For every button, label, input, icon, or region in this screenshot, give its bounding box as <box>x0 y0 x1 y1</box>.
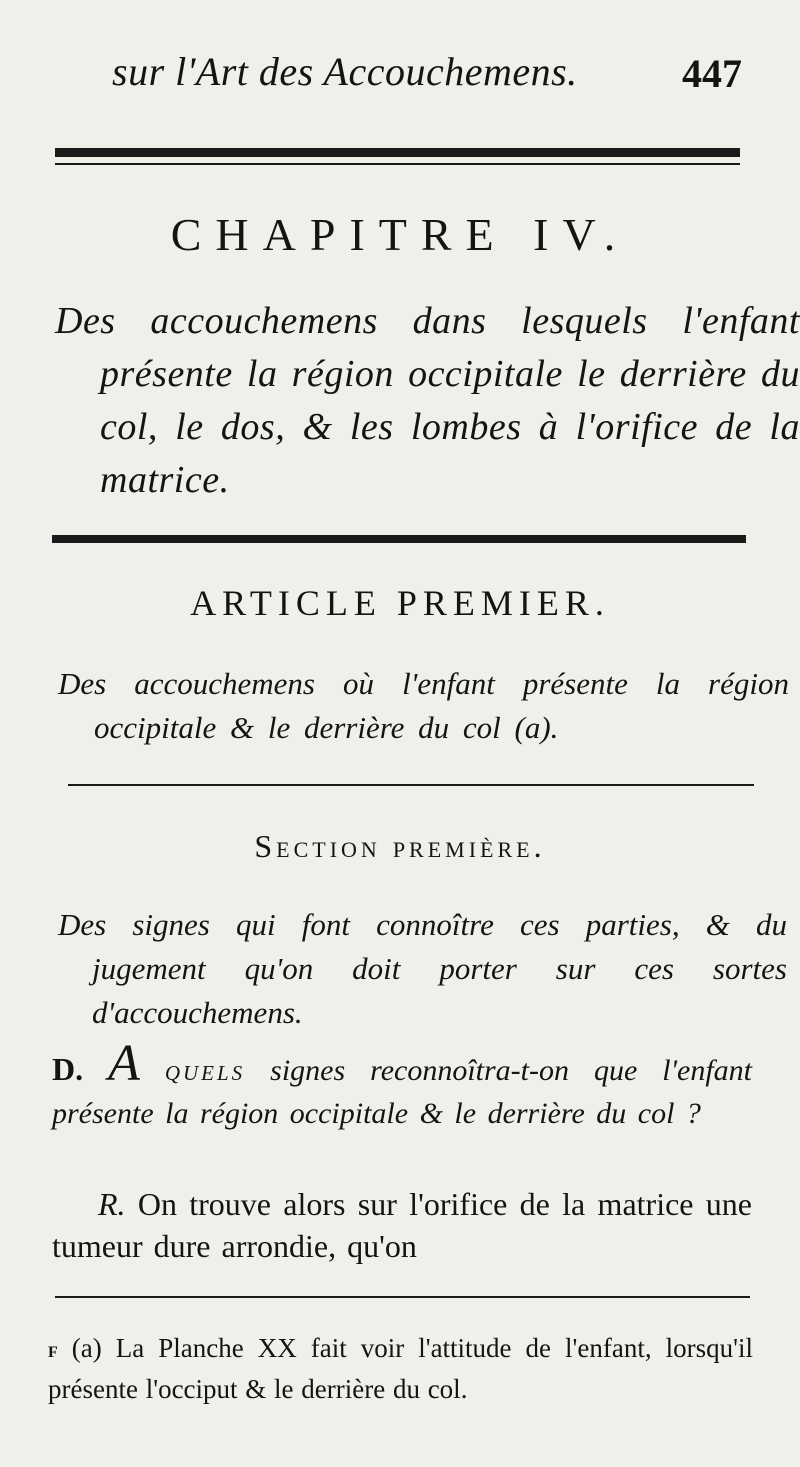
section-heading: Section première. <box>254 828 546 864</box>
question-marker: D. <box>52 1051 84 1087</box>
running-title: sur l'Art des Accouchemens. <box>112 49 578 94</box>
footnote-signature: F <box>48 1344 58 1361</box>
article-rule <box>68 784 754 786</box>
page-number: 447 <box>682 51 742 96</box>
answer-paragraph <box>52 1183 752 1267</box>
chapter-heading: CHAPITRE IV. <box>170 209 630 260</box>
question-text: signes reconnoîtra-t-on que l'enfant présente la région occipitale & le derrière du col ? <box>52 1054 753 1130</box>
question-small-caps: quels <box>164 1054 246 1087</box>
header-rule-thin <box>55 163 740 165</box>
header-rule-thick <box>55 148 740 157</box>
chapter-subtitle: Des accouchemens dans lesquels l'enfant présente la région occipitale le derrière du col, le dos, & les lombes à l'orifice de la matrice. <box>55 300 800 501</box>
section-subtitle: Des signes qui font connoître ces parties, & du jugement qu'on doit porter sur ces sortes d'accouchemens. <box>58 907 787 1030</box>
question-paragraph <box>52 1035 753 1135</box>
footnote <box>48 1330 753 1407</box>
article-heading: ARTICLE PREMIER. <box>190 583 610 623</box>
answer-marker: R. <box>98 1186 126 1222</box>
article-subtitle: Des accouchemens où l'enfant présente la région occipitale & le derrière du col (a). <box>58 666 789 745</box>
footnote-text: (a) La Planche XX fait voir l'attitude de l'enfant, lorsqu'il présente l'occiput & le derrière du col. <box>48 1333 753 1404</box>
footnote-rule <box>55 1296 750 1298</box>
question-drop-cap: A <box>108 1035 140 1092</box>
answer-text: On trouve alors sur l'orifice de la matrice une tumeur dure arrondie, qu'on <box>52 1186 752 1264</box>
chapter-rule <box>52 535 746 543</box>
